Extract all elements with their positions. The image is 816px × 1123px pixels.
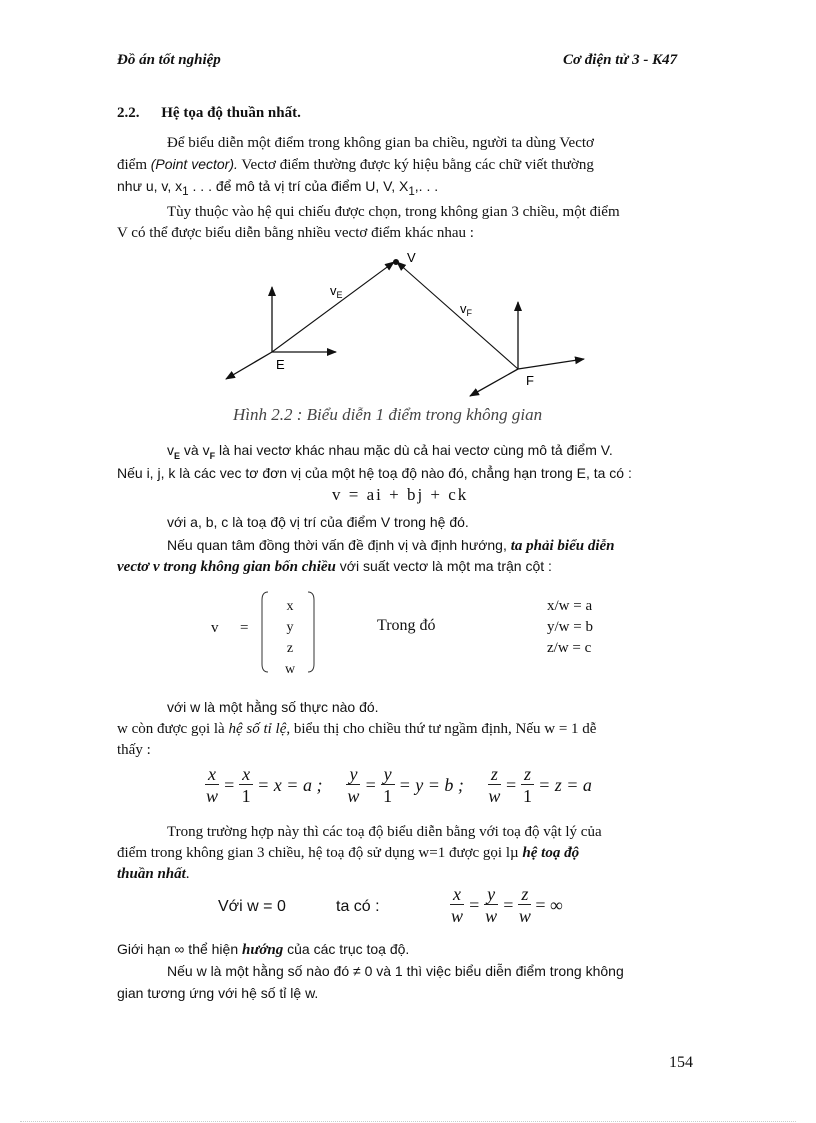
fraction: $\frac{x}{w}$ <box>205 764 218 806</box>
vector-ve <box>272 262 394 352</box>
page-number: 154 <box>669 1054 693 1071</box>
ta-co-label: ta có : <box>336 898 380 915</box>
equation-2 <box>450 884 567 927</box>
para1-text: . . . để mô tả vị trí của điểm U, V, X <box>188 178 409 194</box>
matrix-relations <box>547 596 593 659</box>
para1-text: điểm <box>117 157 151 173</box>
equals-sign: = <box>364 775 377 795</box>
fraction: $\frac{y}{1}$ <box>381 764 395 807</box>
subscript: 1 <box>182 184 189 198</box>
equation-result: = x = a ; <box>257 775 323 795</box>
label-ve: $v_E$ <box>330 283 343 300</box>
vector-equation: v = ai + bj + ck <box>332 485 469 504</box>
label-f: F <box>526 373 534 388</box>
emphasis: vectơ v trong không gian bốn chiều <box>117 559 336 575</box>
para3-line2: Nếu i, j, k là các vec tơ đơn vị của một hệ toạ độ nào đó, chẳng hạn trong E, ta có : <box>117 465 632 481</box>
para4-text: Nếu quan tâm đồng thời vấn đề định vị và định hướng, <box>167 537 511 553</box>
para5-line3: thấy : <box>117 742 151 758</box>
page-bottom-edge <box>20 1121 796 1122</box>
para4-line1 <box>167 535 615 557</box>
subscript: F <box>209 450 216 461</box>
para1-text: ,. . . <box>414 178 439 194</box>
para7-text: Giới hạn ∞ thể hiện <box>117 941 243 957</box>
para5-text: w còn được gọi là <box>117 721 229 737</box>
fraction: $\frac{x}{1}$ <box>239 764 253 807</box>
matrix-entry-y: y <box>286 620 294 635</box>
para6-line3 <box>117 864 190 885</box>
para1-text: như u, v, x <box>117 178 183 194</box>
emphasis: thuần nhất <box>117 866 186 882</box>
fraction: $\frac{z}{1}$ <box>521 764 534 807</box>
para2-line1: Tùy thuộc vào hệ qui chiếu được chọn, trong không gian 3 chiều, một điểm <box>167 204 620 220</box>
para3-text: là hai vectơ khác nhau mặc dù cả hai vectơ cùng mô tả điểm V. <box>215 442 613 458</box>
relation-a: x/w = a <box>547 598 593 614</box>
para7-text: của các trục toạ độ. <box>283 941 410 957</box>
equals-sign: = <box>468 895 481 915</box>
fraction: $\frac{y}{w}$ <box>347 764 360 806</box>
para5-line2 <box>117 719 596 740</box>
label-e: E <box>276 357 285 372</box>
equals-sign: = <box>502 895 515 915</box>
para4-text: với suất vectơ là một ma trận cột : <box>335 558 552 574</box>
subscript: 1 <box>408 184 415 198</box>
para6-text: điểm trong không gian 3 chiều, hệ toạ độ sử dụng w=1 được gọi lµ <box>117 845 523 861</box>
para7-line3: gian tương ứng với hệ số tỉ lệ w. <box>117 985 319 1001</box>
section-title: Hệ tọa độ thuần nhất. <box>161 105 301 121</box>
para6-line2 <box>117 843 579 864</box>
point-v <box>393 259 399 265</box>
emphasis: hướng <box>242 942 284 958</box>
fraction: $\frac{x}{w}$ <box>450 884 463 926</box>
f-frame-y-axis <box>518 359 584 369</box>
vector-vf <box>397 262 518 369</box>
matrix-lhs: v <box>211 620 219 636</box>
vector-name: v <box>167 442 174 458</box>
vector-name: và v <box>180 442 210 458</box>
fraction: $\frac{z}{w}$ <box>488 764 501 806</box>
label-v: V <box>407 250 416 265</box>
para3-line3: với a, b, c là toạ độ vị trí của điểm V trong hệ đó. <box>167 514 469 530</box>
relation-c: z/w = c <box>547 640 592 656</box>
header-right: Cơ điện tử 3 - K47 <box>563 52 678 68</box>
emphasis: hệ toạ độ <box>522 845 580 861</box>
para5-line1: với w là một hằng số thực nào đó. <box>167 699 379 715</box>
section-number: 2.2. <box>117 105 140 121</box>
infinity-result: = ∞ <box>535 895 563 915</box>
point-vector-term: (Point vector). <box>150 156 238 172</box>
para4-line2 <box>117 556 552 578</box>
fraction: $\frac{y}{w}$ <box>485 884 498 926</box>
para7-line1 <box>117 939 409 961</box>
para1-line1: Để biểu diễn một điểm trong không gian ba chiều, người ta dùng Vectơ <box>167 135 594 151</box>
matrix-entry-z: z <box>286 641 294 656</box>
matrix-entry-w: w <box>284 662 296 677</box>
para2-line2: V có thể được biểu diễn bằng nhiều vectơ điểm khác nhau : <box>117 225 474 241</box>
matrix-entries <box>284 596 296 680</box>
equals-sign: = <box>504 775 518 795</box>
fraction: $\frac{z}{w}$ <box>518 884 531 926</box>
relation-b: y/w = b <box>547 619 593 635</box>
label-vf: $v_F$ <box>460 301 472 318</box>
para1-text: Vectơ điểm thường được ký hiệu bằng các chữ viết thường <box>237 157 594 173</box>
matrix-equals: = <box>240 620 249 636</box>
e-frame-x-axis <box>226 352 272 379</box>
equation-result: = z = a <box>538 775 592 795</box>
equation-1 <box>205 764 596 807</box>
figure-caption: Hình 2.2 : Biểu diễn 1 điểm trong không gian <box>233 405 543 424</box>
matrix-entry-x: x <box>286 599 294 614</box>
subscript: E <box>174 450 181 461</box>
emphasis: hệ số tỉ lệ <box>228 721 287 737</box>
para6-line1: Trong trường hợp này thì các toạ độ biểu diễn bằng với toạ độ vật lý của <box>167 824 602 840</box>
trong-do-label: Trong đó <box>377 617 436 634</box>
equals-sign: = <box>223 775 236 795</box>
w-zero-label: Với w = 0 <box>218 898 286 915</box>
equation-result: = y = b ; <box>398 775 464 795</box>
f-frame-x-axis <box>470 369 518 396</box>
para5-text: , biểu thị cho chiều thứ tư ngầm định, Nếu w = 1 dễ <box>286 721 597 737</box>
vector-figure <box>0 0 816 440</box>
para6-text: . <box>185 866 190 882</box>
header-left: Đồ án tốt nghiệp <box>117 52 221 68</box>
emphasis: ta phải biểu diễn <box>510 538 615 554</box>
para7-line2: Nếu w là một hằng số nào đó ≠ 0 và 1 thì việc biểu diễn điểm trong không <box>167 963 624 979</box>
